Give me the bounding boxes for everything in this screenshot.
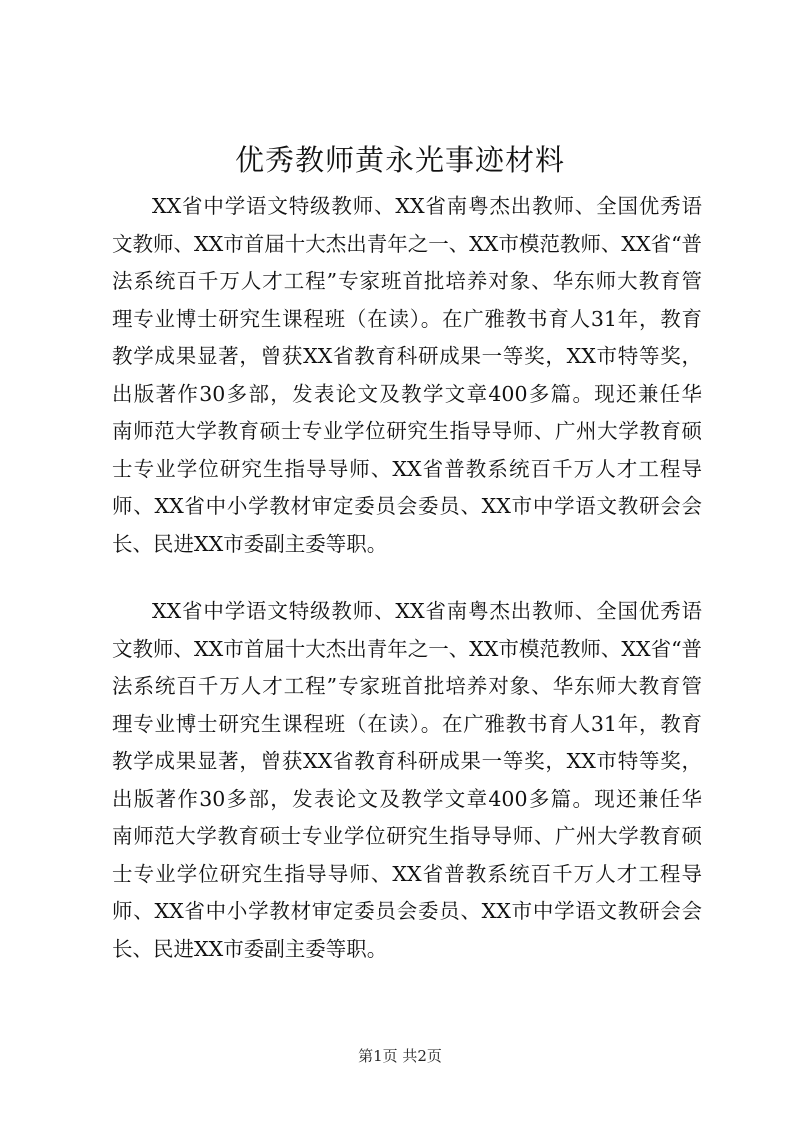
paragraph-line: XX省中学语文特级教师、XX省南粤杰出教师、全国优秀语 xyxy=(152,194,702,218)
paragraph-line: 教学成果显著，曾获XX省教育科研成果一等奖，XX市特等奖， xyxy=(112,344,702,368)
paragraph-line: 教学成果显著，曾获XX省教育科研成果一等奖，XX市特等奖， xyxy=(112,749,702,773)
paragraph-line: XX省中学语文特级教师、XX省南粤杰出教师、全国优秀语 xyxy=(152,599,702,623)
paragraph-line: 长、民进XX市委副主委等职。 xyxy=(112,936,388,961)
paragraph-line: 文教师、XX市首届十大杰出青年之一、XX市模范教师、XX省“普 xyxy=(112,231,703,256)
paragraph-line: 师、XX省中小学教材审定委员会委员、XX市中学语文教研会会 xyxy=(112,494,702,518)
paragraph-line: 南师范大学教育硕士专业学位研究生指导导师、广州大学教育硕 xyxy=(112,824,702,848)
paragraph-line: 出版著作30多部，发表论文及教学文章400多篇。现还兼任华 xyxy=(112,381,702,406)
paragraph-2 xyxy=(112,593,702,968)
paragraph-1 xyxy=(112,188,702,563)
paragraph-line: 士专业学位研究生指导导师、XX省普教系统百千万人才工程导 xyxy=(112,456,702,481)
paragraph-line: 理专业博士研究生课程班（在读）。在广雅教书育人31年，教育 xyxy=(112,711,702,736)
paragraph-line: 师、XX省中小学教材审定委员会委员、XX市中学语文教研会会 xyxy=(112,899,702,923)
paragraph-line: 南师范大学教育硕士专业学位研究生指导导师、广州大学教育硕 xyxy=(112,419,702,443)
paragraph-line: 出版著作30多部，发表论文及教学文章400多篇。现还兼任华 xyxy=(112,786,702,811)
paragraph-line: 文教师、XX市首届十大杰出青年之一、XX市模范教师、XX省“普 xyxy=(112,636,703,661)
page-title: 优秀教师黄永光事迹材料 xyxy=(234,143,565,177)
paragraph-line: 长、民进XX市委副主委等职。 xyxy=(112,531,388,556)
page-footer: 第1页 共2页 xyxy=(358,1047,442,1065)
paragraph-line: 理专业博士研究生课程班（在读）。在广雅教书育人31年，教育 xyxy=(112,306,702,331)
paragraph-line: 法系统百千万人才工程”专家班首批培养对象、华东师大教育管 xyxy=(112,674,702,698)
paragraph-line: 法系统百千万人才工程”专家班首批培养对象、华东师大教育管 xyxy=(112,269,702,293)
paragraph-line: 士专业学位研究生指导导师、XX省普教系统百千万人才工程导 xyxy=(112,861,702,886)
